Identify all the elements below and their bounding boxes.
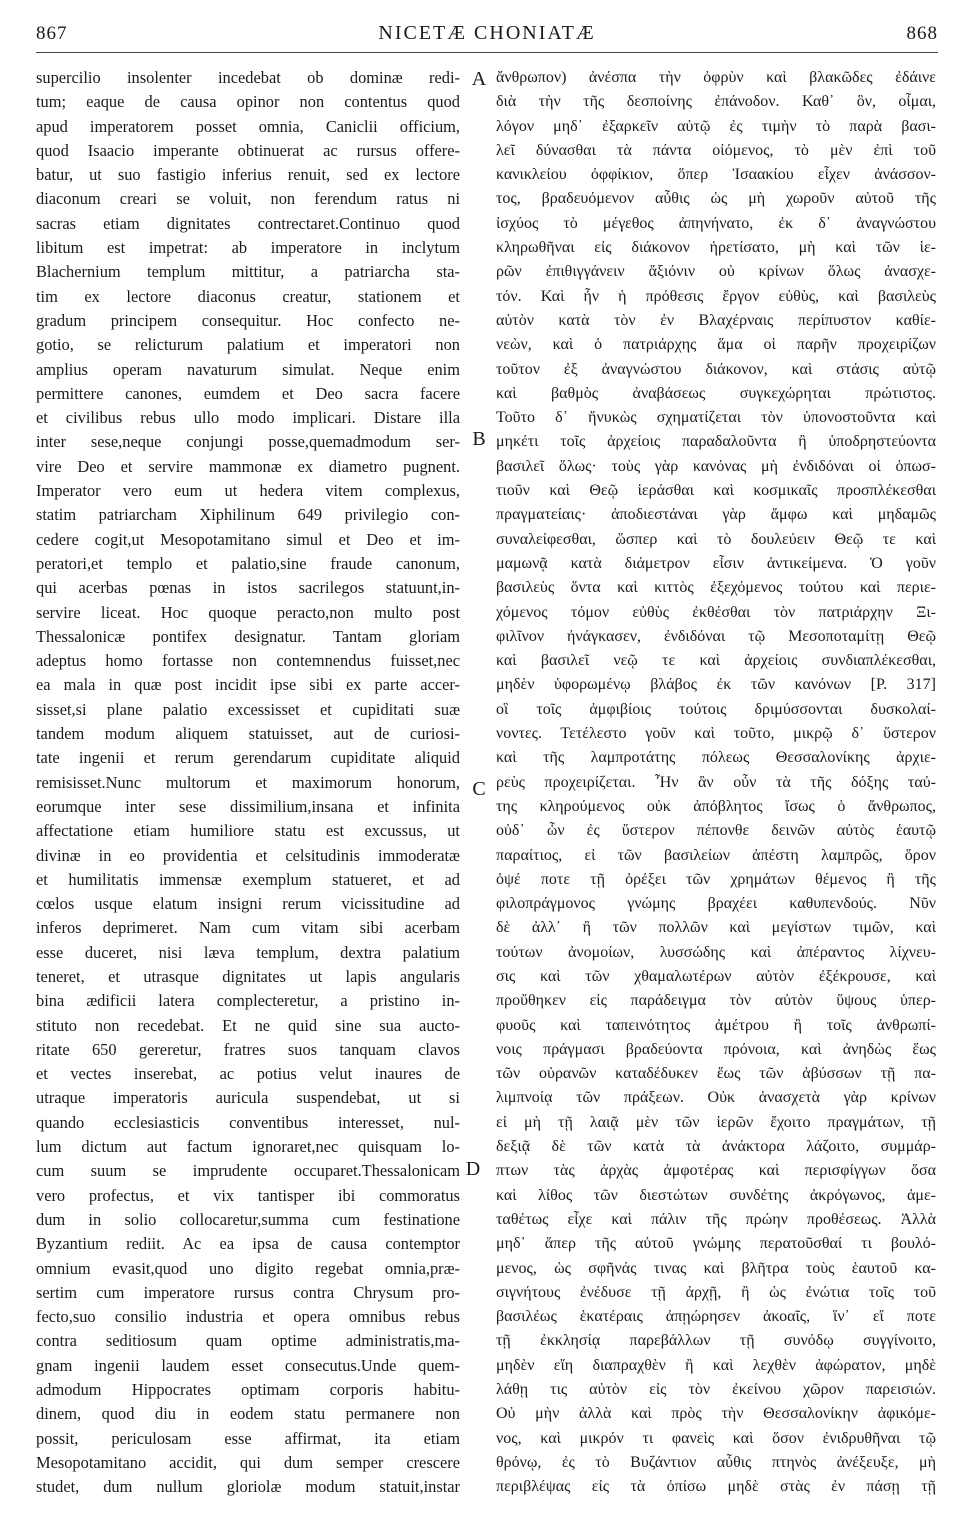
latin-text-line: qui acerbas pœnas in istos sacrilegos statuunt,in- — [36, 578, 460, 598]
latin-text-line: tim ex lectore diaconus creatur, stationem et — [36, 286, 460, 306]
latin-text-line: gotio, se relicturum palatium et imperatori non — [36, 335, 460, 355]
margin-marker-a: A — [471, 68, 487, 90]
page-number-left: 867 — [36, 23, 68, 44]
greek-text-line: Οὐ μὴν ἀλλὰ καὶ πρὸς τὴν Θεσσαλονίκην ἀφικόμε- — [496, 1405, 936, 1423]
latin-text-line: fecto,suo consilio industria et opera omnibus rebus — [36, 1307, 460, 1327]
greek-text-line: νος, καὶ μικρόν τι φανεὶς καὶ ὅσον ἐνιδρυθῆναι τῷ — [496, 1429, 936, 1447]
latin-text-line: Mesopotamitano accidit, qui dum semper crescere — [36, 1452, 460, 1472]
latin-text-line: sertim cum imperatore rursus contra Chrysum pro- — [36, 1282, 460, 1302]
greek-text-line: οἳ τοῖς ἀμφιβίοις τούτοις δριμύσσονται δυσκολαί- — [496, 700, 936, 718]
greek-text-line: της κληρούμενος οὐκ ἀπόβλητος ἴσως ὁ ἄνθρωπος, — [496, 797, 936, 815]
latin-text-line: amplius operam navaturum simulat. Neque enim — [36, 359, 460, 379]
latin-text-line: eorumque inter sese dissimilium,insana et infinita — [36, 796, 460, 816]
greek-text-line: βασιλεῖ ὅλως· τοὺς γὰρ κανόνας μὴ ἐνδιδόναι οἱ ὁπωσ- — [496, 457, 936, 475]
greek-text-line: κανικλείου ὀφφίκιον, ὅπερ Ἰσαακίου εἶχεν ἀνάσσον- — [496, 166, 936, 184]
latin-text-line: teneret, et utrasque dignitates ut lapis angularis — [36, 966, 460, 986]
latin-text-line: apud imperatorem posset omnia, Caniclii officium, — [36, 116, 460, 136]
latin-text-line: servire liceat. Hoc quoque peracto,non multo post — [36, 602, 460, 622]
greek-text-line: μηδὲν ὑφορωμένῳ βλάβος ἐκ τῶν κανόνων [P. 317] — [496, 676, 936, 694]
margin-marker-d: D — [465, 1158, 481, 1180]
greek-text-line: λάθῃ τις αὐτὸν εἰς τὸν ἐκείνου χῶρον παρεισιών. — [496, 1381, 936, 1399]
latin-text-line: permittere canones, eumdem et Deo sacra facere — [36, 383, 460, 403]
latin-text-line: sisset,si plane palatio excessisset et cupiditati suæ — [36, 699, 460, 719]
greek-text-line: τος, βραδευόμενον αὖθις ὡς μὴ χωροῦν αὐτοῦ τῆς — [496, 190, 936, 208]
greek-text-line: φιλοπράγμονος γνώμης βραχέει καθυπενδούς. Νῦν — [496, 895, 936, 913]
greek-text-line: σιγνήτους ἐνέδυσε τῇ ἀρχῇ, ἢ ὡς ἐνώτια τοῖς τοῦ — [496, 1283, 936, 1301]
latin-text-line: libitum est impetrat: ab imperatore in inclytum — [36, 238, 460, 258]
latin-text-line: adeptus homo fortasse non contemnendus fuisset,nec — [36, 651, 460, 671]
greek-text-line: νοντες. Τετέλεστο γοῦν καὶ τοῦτο, μικρῷ δ᾽ ὕστερον — [496, 725, 936, 743]
greek-text-line: μαμωνᾷ κατὰ διάμετρον εἶσιν ἀντικείμενα. Ὁ γοῦν — [496, 554, 936, 572]
greek-text-line: ἄνθρωπον) ἀνέσπα τὴν ὀφρὺν καὶ βλακῶδες ἐδάινε — [496, 69, 936, 86]
latin-text-line: Byzantium rediit. Ac ea ipsa de causa contemptor — [36, 1234, 460, 1254]
greek-text-line: μηδ᾽ ἅπερ τῆς αὐτοῦ γνώμης περατοῦσθαί τι βουλό- — [496, 1235, 936, 1253]
latin-text-line: vero profectus, et vix tantisper ibi commoratus — [36, 1185, 460, 1205]
greek-text-line: μενος, ὡς σφῆνάς τινας καὶ βλῆτρα τοὺς ἑαυτοῦ κα- — [496, 1259, 936, 1277]
latin-text-line: contra seditiosum quam optime administratis,ma- — [36, 1331, 460, 1351]
margin-marker-b: B — [472, 428, 486, 450]
greek-text-line: καὶ λίθος τῶν διεστώτων συνδέτης ἀκρόγωνος, ἀμε- — [496, 1186, 936, 1204]
greek-text-line: πτων τὰς ἀρχὰς ἀμφοτέρας καὶ περισφίγγων ὅσα — [496, 1162, 936, 1180]
greek-text-line: τοῦτον ἐξ ἀναγνώστου διάκονον, καὶ στάσις αὐτῷ — [496, 360, 936, 378]
latin-text-line: Blachernium templum mittitur, a patriarcha sta- — [36, 262, 460, 282]
greek-text-line: δεξιᾷ δὲ τῶν κατὰ τὰ ἀνάκτορα λάζοιτο, συμμάρ- — [496, 1138, 936, 1156]
greek-text-line: φιλῖνον ἠνάγκασεν, ἐνδιδόναι τῷ Μεσοποταμίτῃ Θεῷ — [496, 627, 936, 645]
greek-text-line: ταθέτως εἶχε καὶ πάλιν τῆς πρώην προθέσεως. Ἀλλὰ — [496, 1210, 936, 1228]
latin-text-line: ea mala in quæ post incidit ipse sibi ex parte accer- — [36, 675, 460, 695]
greek-text-line: προὔθηκεν εἰς παράδειγμα τὸν αὐτὸν ὕψους ὑπερ- — [496, 992, 936, 1010]
latin-text-line: divinæ in eo providentia et celsitudinis immoderatæ — [36, 845, 460, 865]
latin-text-line: peratori,et templo et palatio,sine fraude canonum, — [36, 553, 460, 573]
page-number-right: 868 — [906, 23, 938, 44]
latin-text-line: Imperator vero eum ut hedera vitem complexus, — [36, 481, 460, 501]
greek-text-line: λόγον μηδ᾽ ἐξαρκεῖν αὐτῷ ἐς τιμὴν τὸ παρὰ βασι- — [496, 117, 936, 135]
greek-text-line: βασιλεὺς ὅντα καὶ κιττὸς ἐξεχόμενος τούτου καὶ περιε- — [496, 579, 936, 597]
greek-text-line: καὶ τῆς λαμπροτάτης πόλεως Θεσσαλονίκης ἀρχιε- — [496, 749, 936, 767]
latin-text-line: tandem modum aliquem statuisset, aut de curiosi- — [36, 724, 460, 744]
greek-text-line: μηκέτι τοῖς ἀρχείοις παραδαλοῦντα ἢ ὑποδρηστεύοντα — [496, 433, 936, 451]
latin-text-line: quod Isaacio imperante obtinuerat ac rursus offere- — [36, 140, 460, 160]
latin-text-line: vire Deo et servire mammonæ ex diametro pugnent. — [36, 456, 460, 476]
latin-text-line: diaconum creari se voluit, non ferendum ratus ni — [36, 189, 460, 209]
latin-text-line: inferos deprimeret. Nam cum vitam sibi acerbam — [36, 918, 460, 938]
greek-text-line: δὲ ἀλλ᾽ ἢ τῶν πολλῶν καὶ μεγίστων τιμῶν, καὶ — [496, 919, 936, 937]
greek-column — [496, 66, 936, 1528]
latin-text-line: gnam ingenii laudem esset consecutus.Unde quem- — [36, 1355, 460, 1375]
greek-text-line: συναλείφεσθαι, ὥσπερ καὶ τὸ δουλεύειν Θεῷ τε καὶ — [496, 530, 936, 548]
latin-text-line: stituto non recedebat. Et ne quid sine sua aucto- — [36, 1015, 460, 1035]
latin-text-line: affectatione etiam humiliore statu est excussus, ut — [36, 821, 460, 841]
greek-text-line: καὶ βασιλεῖ νεῷ τε καὶ ἀρχείοις συνδιαπλέκεσθαι, — [496, 652, 936, 670]
latin-column — [36, 66, 460, 1528]
greek-text-line: φυοῦς καὶ ταπεινότητος ἀμέτρου ἢ τοῖς ἀνθρωπί- — [496, 1016, 936, 1034]
latin-text-line: statim patriarcham Xiphilinum 649 privilegio con- — [36, 505, 460, 525]
greek-text-line: κληρωθῆναι εἰς διάκονον ἡρετίσατο, μὴ καὶ τῶν ἱε- — [496, 239, 936, 257]
greek-text-line: εἰ μὴ τῇ λαιᾷ μὲν τῶν ἱερῶν ἔχοιτο πραγμάτων, τῇ — [496, 1113, 936, 1131]
greek-text-line: παραίτιος, εἰ τῶν βασιλείων ἀπέστη λαμπρῶς, ὅρον — [496, 846, 936, 864]
latin-text-line: utraque imperatoris auricula suspendebat, ut si — [36, 1088, 460, 1108]
greek-text-line: νεὼν, καὶ ὁ πατριάρχης ἅμα οἱ παρῆν προχειρίζων — [496, 336, 936, 354]
margin-marker-c: C — [472, 778, 486, 800]
latin-text-line: sacras etiam dignitates contrectaret.Continuo quod — [36, 213, 460, 233]
greek-text-line: τούτων ἀνομοίων, λυσσώδης καὶ ἀπέραντος λίχνευ- — [496, 943, 936, 961]
latin-text-line: et vectes inserebat, ac potius velut inaures de — [36, 1064, 460, 1084]
latin-text-line: supercilio insolenter incedebat ob dominæ redi- — [36, 68, 460, 87]
greek-text-line: αὐτὸν κατὰ τὸν ἐν Βλαχέρναις περίπυστον καθίε- — [496, 311, 936, 329]
greek-text-line: Τοῦτο δ᾽ ἤνυκὼς σχηματίζεται τὸν ὑπονοστοῦντα καὶ — [496, 409, 936, 427]
latin-text-line: cedere cogit,ut Mesopotamitano simul et Deo et im- — [36, 529, 460, 549]
latin-text-line: studet, dum nullum gloriolæ modum statuit,instar — [36, 1477, 460, 1497]
greek-text-line: πραγματείαις· ἀποδιεστάναι γὰρ ἄμφω καὶ μηδαμῶς — [496, 506, 936, 524]
greek-text-line: οὐδ᾽ ὧν ἐς ὕστερον πέπονθε δεινῶν αὐτὸς ἑαυτῷ — [496, 822, 936, 840]
greek-text-line: τιοῦν καὶ Θεῷ ἱεράσθαι καὶ κοσμικαῖς προσπλέκεσθαι — [496, 482, 936, 500]
latin-text-line: admodum Hippocrates optimam corporis habitu- — [36, 1380, 460, 1400]
latin-text-line: ritate 650 gereretur, fratres suos tanquam clavos — [36, 1039, 460, 1059]
greek-text-line: ἰσχύος τὸ μέγεθος ἀπηνήνατο, ἐκ δ᾽ ἀναγνώστου — [496, 214, 936, 232]
greek-text-line: τῇ ἐκκλησίᾳ παρεβάλλων τῇ συνόδῳ συγγίνοιτο, — [496, 1332, 936, 1350]
latin-text-line: quando ecclesiasticis conventibus interesset, nul- — [36, 1112, 460, 1132]
latin-text-line: et humilitatis immensæ exemplum statueret, et ad — [36, 869, 460, 889]
greek-text-line: περιβλέψας εἰς τὰ ὀπίσω μηδὲ στὰς ἐν πάσῃ τῇ — [496, 1478, 936, 1496]
latin-text-line: cœlos usque elatum insigni rerum vicissitudine ad — [36, 894, 460, 914]
greek-text-line: λιμπνοίᾳ τῶν πράξεων. Οὐκ ἀνασχετὰ γὰρ κρίνων — [496, 1089, 936, 1107]
latin-text-line: Thessalonicæ pontifex designatur. Tantam gloriam — [36, 626, 460, 646]
greek-text-line: βασιλέως ἑκατέραις ἀπῃώρησεν ἀκοαῖς, ἵν᾽ εἴ ποτε — [496, 1308, 936, 1326]
greek-text-line: μηδὲν εἴη διαπραχθὲν ἢ καὶ λεχθὲν ἀφώρατον, μηδὲ — [496, 1356, 936, 1374]
latin-text-line: bina ædificii latera complecteretur, a pristino in- — [36, 991, 460, 1011]
greek-text-line: ὀψέ ποτε τῇ ὀρέξει τῶν χρημάτων θέμενος ἢ τῆς — [496, 870, 936, 888]
latin-text-line: tate ingenii et rerum gerendarum cupiditate aliquid — [36, 748, 460, 768]
running-title: NICETÆ CHONIATÆ — [378, 22, 596, 44]
latin-text-line: esse duceret, nisi læva templum, dextra palatium — [36, 942, 460, 962]
latin-text-line: omnium evasit,quod uno digito regebat omnia,præ- — [36, 1258, 460, 1278]
latin-text-line: dum in solio collocaretur,summa cum festinatione — [36, 1209, 460, 1229]
greek-text-line: διὰ τὴν τῆς δεσποίνης ἐπάνοδον. Καθ᾽ ὃν, οἶμαι, — [496, 93, 936, 111]
latin-text-line: lum dictum aut factum ignoraret,nec quisquam lo- — [36, 1137, 460, 1157]
latin-text-line: et civilibus rebus ullo modo implicari. Distare illa — [36, 408, 460, 428]
greek-text-line: ρῶν ἐπιθιγγάνειν ἄξιόνιν οὐ κρίνων ὅλως ἀνασχε- — [496, 263, 936, 281]
greek-text-line: νοις πράγμασι βραδεύοντα πρόνοια, καὶ ἀνηδὼς ἕως — [496, 1040, 936, 1058]
greek-text-line: λεῖ δύνασθαι τὰ πάντα οἰόμενος, τὸ μὲν ἐπὶ τοῦ — [496, 141, 936, 159]
greek-text-line: καὶ βαθμὸς ἀναβάσεως συγκεχώρηται πρώτιστος. — [496, 384, 936, 402]
latin-text-line: tum; eaque de causa opinor non contentus quod — [36, 92, 460, 112]
latin-text-line: dinem, quod diu in eodem statu permanere non — [36, 1404, 460, 1424]
latin-text-line: remisisset.Nunc multorum et maximorum honorum, — [36, 772, 460, 792]
header-rule — [36, 52, 938, 53]
running-header — [36, 22, 938, 50]
greek-text-line: τῶν οὐρανῶν καταδέδυκεν ἕως τῶν ἀβύσσων τῇ πα- — [496, 1065, 936, 1083]
latin-text-line: batur, ut suo fastigio inferius renuit, sed ex lectore — [36, 165, 460, 185]
greek-text-line: τόν. Καὶ ἦν ἡ πρόθεσις ἔργον εὐθὺς, καὶ βασιλεὺς — [496, 287, 936, 305]
latin-text-line: cum suum se imprudente occuparet.Thessalonicam — [36, 1161, 460, 1181]
greek-text-line: ρεὺς προχειρίζεται. Ἦν ἂν οὖν τὰ τῆς δόξης ταὐ- — [496, 773, 936, 791]
latin-text-line: inter sese,neque conjungi posse,quemadmodum ser- — [36, 432, 460, 452]
greek-text-line: σις καὶ τῶν χθαμαλωτέρων αὐτὸν ἐξέκρουσε, καὶ — [496, 967, 936, 985]
greek-text-line: χόμενος τόμον εὐθὺς ἐκθέσθαι τὸν πατριάρχην Ξι- — [496, 603, 936, 621]
latin-text-line: possit, periculosam esse affirmat, ita etiam — [36, 1428, 460, 1448]
greek-text-line: θρόνῳ, ἐς τὸ Βυζάντιον αὖθις πτηνὸς ἀνέξευξε, μὴ — [496, 1453, 936, 1471]
latin-text-line: gradum principem consequitur. Hoc confecto ne- — [36, 310, 460, 330]
